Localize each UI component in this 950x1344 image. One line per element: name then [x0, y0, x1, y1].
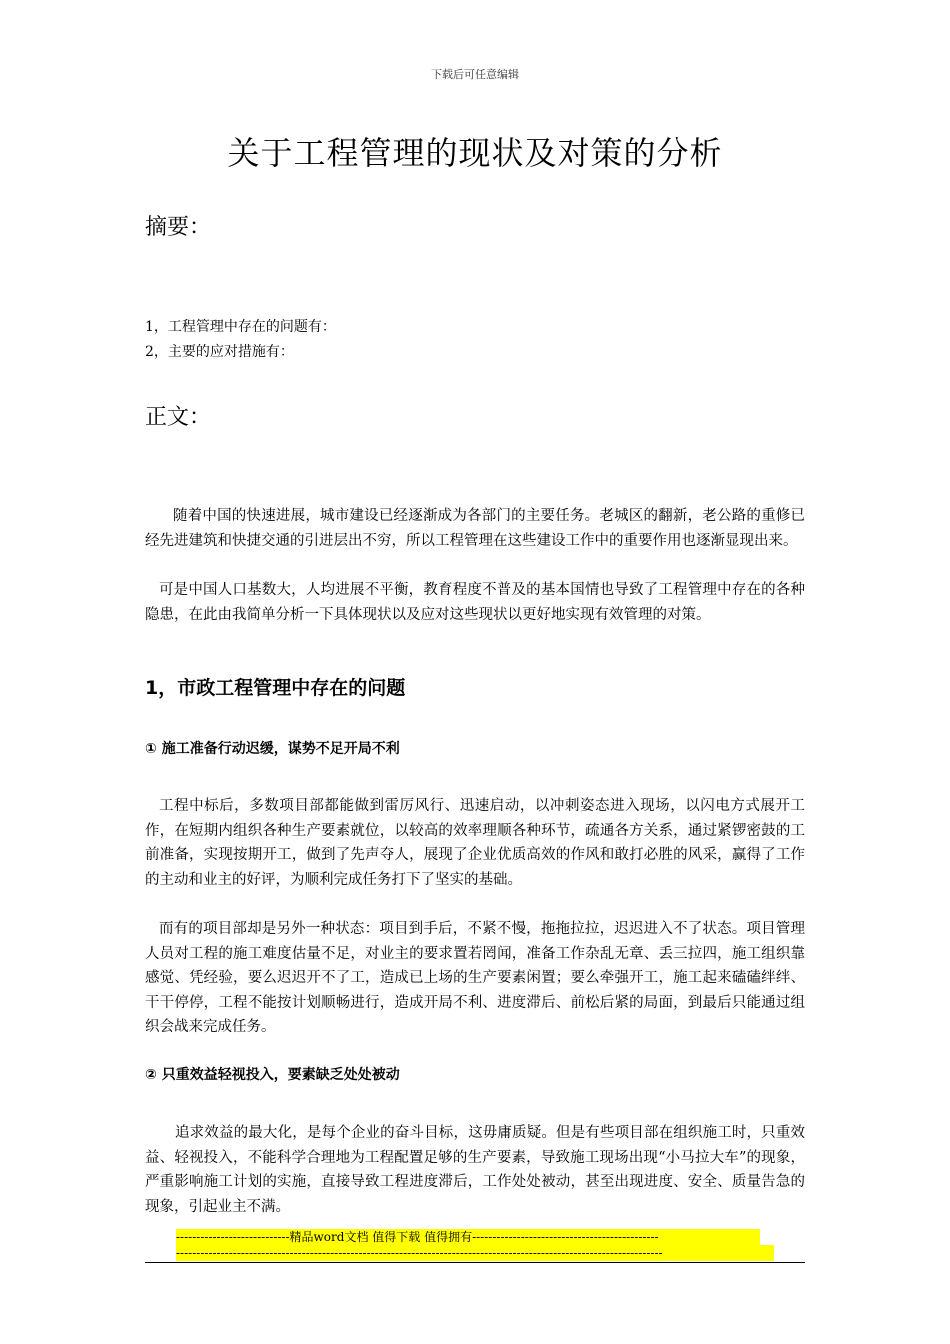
abstract-item-2: 2，主要的应对措施有： [145, 344, 294, 360]
body-heading: 正文： [145, 405, 212, 430]
intro-paragraph-2: 可是中国人口基数大，人均进展不平衡，教育程度不普及的基本国情也导致了工程管理中存在的各种隐患，在此由我简单分析一下具体现状以及应对这些现状以更好地实现有效管理的对策。 [145, 582, 805, 623]
header-note: 下载后可任意编辑 [431, 68, 519, 81]
subsection-1-paragraph-2: 而有的项目部却是另外一种状态：项目到手后，不紧不慢，拖拖拉拉，迟迟进入不了状态。项目管理人员对工程的施工难度估量不足，对业主的要求置若罔闻，准备工作杂乱无章、丢三拉四，施工组织靠感觉、凭经验，要么迟迟开不了工，造成已上场的生产要素闲置；要么牵强开工，施工起来磕磕绊绊、干干停停，工程不能按计划顺畅进行，造成开局不利、进度滞后、前松后紧的局面，到最后只能通过组织会战来完成任务。 [145, 921, 805, 1035]
abstract-item-1: 1，工程管理中存在的问题有： [145, 319, 336, 335]
subsection-1-paragraph-1: 工程中标后，多数项目部都能做到雷厉风行、迅速启动，以冲刺姿态进入现场，以闪电方式展开工作，在短期内组织各种生产要素就位，以较高的效率理顺各种环节，疏通各方关系，通过紧锣密鼓的工前准备，实现按期开工，做到了先声夺人，展现了企业优质高效的作风和敢打必胜的风采，赢得了工作的主动和业主的好评，为顺利完成任务打下了坚实的基础。 [145, 798, 805, 888]
footer-banner-line-2: ------------------------------------------------------------------------------------------------------------------------ [176, 1245, 774, 1261]
document-title: 关于工程管理的现状及对策的分析 [227, 134, 723, 172]
intro-paragraph-1: 随着中国的快速进展，城市建设已经逐渐成为各部门的主要任务。老城区的翻新，老公路的重修已经先进建筑和快捷交通的引进层出不穷，所以工程管理在这些建设工作中的重要作用也逐渐显现出来。 [145, 508, 805, 549]
subsection-2-heading: ② 只重效益轻视投入，要素缺乏处处被动 [145, 1067, 400, 1083]
subsection-1-heading: ① 施工准备行动迟缓，谋势不足开局不利 [145, 741, 400, 757]
section-1-heading: 1，市政工程管理中存在的问题 [145, 677, 406, 699]
footer-rule [145, 1262, 805, 1263]
footer-banner-line-1: ----------------------------精品word文档 值得下载 值得拥有---------------------------------------------- [176, 1229, 760, 1245]
abstract-heading: 摘要： [145, 215, 212, 240]
subsection-2-paragraph-1: 追求效益的最大化，是每个企业的奋斗目标，这毋庸质疑。但是有些项目部在组织施工时，只重效益、轻视投入，不能科学合理地为工程配置足够的生产要素，导致施工现场出现“小马拉大车”的现象，严重影响施工计划的实施，直接导致工程进度滞后，工作处处被动，甚至出现进度、安全、质量告急的现象，引起业主不满。 [145, 1125, 805, 1215]
